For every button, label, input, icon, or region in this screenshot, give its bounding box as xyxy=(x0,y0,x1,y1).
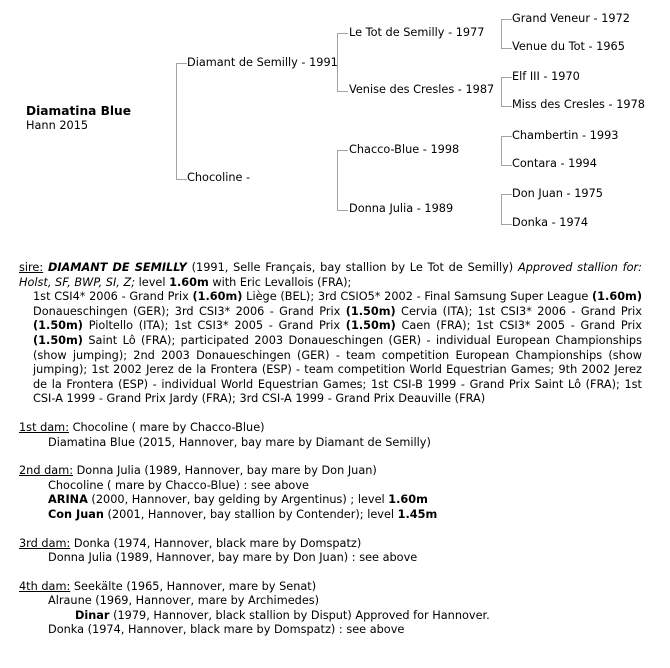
tree-node-g3-6: Contara - 1994 xyxy=(512,157,597,170)
sire-section xyxy=(19,261,642,407)
dam-offspring-list xyxy=(19,479,642,523)
gen3-bracket-3 xyxy=(501,136,512,166)
tree-node-g3-5: Chambertin - 1993 xyxy=(512,129,619,142)
gen3-bracket-1 xyxy=(501,19,512,49)
gen2-bracket-dam xyxy=(337,150,348,211)
tree-node-g3-2: Venue du Tot - 1965 xyxy=(512,40,625,53)
gen1-bracket xyxy=(176,63,187,180)
tree-node-dam-dam: Donna Julia - 1989 xyxy=(349,202,454,215)
dam-offspring-list xyxy=(19,551,642,566)
offspring-line: Donna Julia (1989, Hannover, bay mare by Don Juan) : see above xyxy=(48,551,418,565)
dam-heading: 2nd dam: Donna Julia (1989, Hannover, bay mare by Don Juan) xyxy=(19,464,377,478)
tree-node-sire-dam: Venise des Cresles - 1987 xyxy=(349,83,495,96)
dam-heading: 4th dam: Seekälte (1965, Hannover, mare by Senat) xyxy=(19,579,317,593)
dam-heading: 3rd dam: Donka (1974, Hannover, black mare by Domspatz) xyxy=(19,536,362,550)
offspring-line: ARINA (2000, Hannover, bay gelding by Argentinus) ; level 1.60m xyxy=(48,493,428,507)
dam-offspring-list xyxy=(19,594,642,638)
tree-node-sire: Diamant de Semilly - 1991 xyxy=(187,56,338,69)
dam-section-4 xyxy=(19,580,642,638)
offspring-line: Diamatina Blue (2015, Hannover, bay mare by Diamant de Semilly) xyxy=(48,435,431,449)
dam-section-1 xyxy=(19,421,642,450)
pedigree-text xyxy=(19,261,642,638)
subject-name: Diamatina Blue xyxy=(26,104,131,118)
offspring-line: Dinar (1979, Hannover, black stallion by Disput) Approved for Hannover. xyxy=(75,608,490,622)
sire-heading-paragraph: sire: DIAMANT DE SEMILLY (1991, Selle Français, bay stallion by Le Tot de Semilly) Approved stallion for: Holst, SF, BWP, SI, Z; level 1.60m with Eric Levallois (FRA); xyxy=(19,261,642,289)
dam-section-3 xyxy=(19,537,642,566)
sire-achievements-paragraph: 1st CSI4* 2006 - Grand Prix (1.60m) Liège (BEL); 3rd CSIO5* 2002 - Final Samsung Super League (1.60m) Donaueschingen (GER); 3rd CSI3* 2006 - Grand Prix (1.50m) Cervia (ITA); 1st CSI3* 2006 - Grand Prix (1.50m) Pioltello (ITA); 1st CSI3* 2005 - Grand Prix (1.50m) Caen (FRA); 1st CSI3* 2005 - Grand Prix (1.50m) Saint Lô (FRA); participated 2003 Donaueschingen (GER) - individual European Championships (show jumping); 2nd 2003 Donaueschingen (GER) - team competition European Championships (show jumping); 1st 2002 Jerez de la Frontera (ESP) - team competition World Equestrian Games; 9th 2002 Jerez de la Frontera (ESP) - individual World Equestrian Games; 1st CSI-B 1999 - Grand Prix Saint Lô (FRA); 1st CSI-A 1999 - Grand Prix Jardy (FRA); 3rd CSI-A 1999 - Grand Prix Deauville (FRA) xyxy=(33,290,642,406)
gen3-bracket-4 xyxy=(501,194,512,225)
tree-node-dam: Chocoline - xyxy=(187,171,251,184)
gen3-bracket-2 xyxy=(501,77,512,107)
tree-node-sire-sire: Le Tot de Semilly - 1977 xyxy=(349,26,485,39)
dam-offspring-list xyxy=(19,436,642,451)
tree-node-g3-7: Don Juan - 1975 xyxy=(512,187,603,200)
offspring-line: Alraune (1969, Hannover, mare by Archimedes) xyxy=(48,594,320,608)
tree-node-g3-1: Grand Veneur - 1972 xyxy=(512,12,630,25)
tree-node-g3-8: Donka - 1974 xyxy=(512,216,589,229)
tree-node-g3-4: Miss des Cresles - 1978 xyxy=(512,98,645,111)
dam-section-2 xyxy=(19,464,642,522)
pedigree-tree xyxy=(0,0,670,250)
subject-horse xyxy=(26,104,131,133)
tree-node-dam-sire: Chacco-Blue - 1998 xyxy=(349,143,460,156)
gen2-bracket-sire xyxy=(337,33,348,92)
offspring-line: Chocoline ( mare by Chacco-Blue) : see above xyxy=(48,478,309,492)
subject-registry-year: Hann 2015 xyxy=(26,118,89,132)
offspring-line: Con Juan (2001, Hannover, bay stallion by Contender); level 1.45m xyxy=(48,507,438,521)
offspring-line: Donka (1974, Hannover, black mare by Domspatz) : see above xyxy=(48,623,405,637)
dam-heading: 1st dam: Chocoline ( mare by Chacco-Blue) xyxy=(19,420,265,434)
tree-node-g3-3: Elf III - 1970 xyxy=(512,70,580,83)
